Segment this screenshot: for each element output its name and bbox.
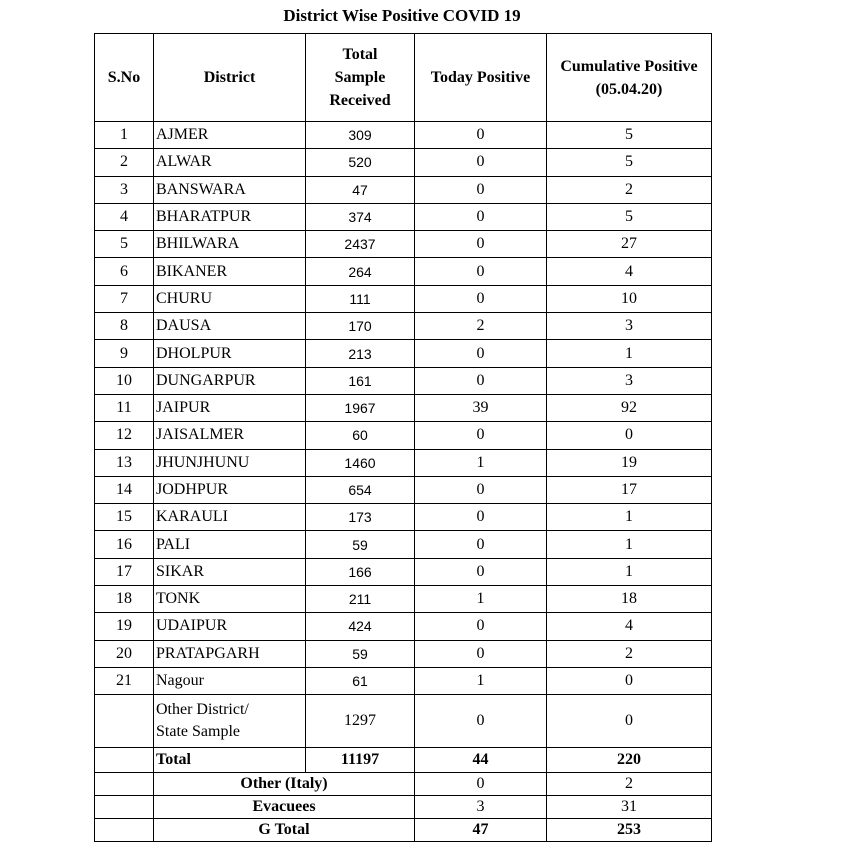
cumulative-cell: 1 (547, 531, 712, 558)
samples-cell: 47 (306, 176, 415, 203)
other-label-line1: Other District/ (156, 701, 249, 719)
grand-total-sno (95, 819, 154, 842)
sno-cell: 8 (95, 313, 154, 340)
cumulative-cell: 3 (547, 313, 712, 340)
today-cell: 0 (415, 504, 547, 531)
today-cell: 0 (415, 640, 547, 667)
table-row (95, 313, 712, 340)
sno-cell: 21 (95, 667, 154, 694)
other-district-label (154, 695, 306, 748)
district-cell: PRATAPGARH (154, 640, 306, 667)
samples-cell: 213 (306, 340, 415, 367)
district-rows (95, 122, 712, 695)
samples-cell: 161 (306, 367, 415, 394)
grand-total-cumulative: 253 (547, 819, 712, 842)
table-row (95, 149, 712, 176)
sno-cell: 7 (95, 285, 154, 312)
table-row (95, 640, 712, 667)
sno-cell: 16 (95, 531, 154, 558)
samples-cell: 111 (306, 285, 415, 312)
table-row (95, 558, 712, 585)
grand-total-label: G Total (154, 819, 415, 842)
today-cell: 39 (415, 394, 547, 421)
header-district: District (154, 34, 306, 122)
sno-cell: 20 (95, 640, 154, 667)
samples-cell: 1460 (306, 449, 415, 476)
cumulative-cell: 3 (547, 367, 712, 394)
evacuees-today: 3 (415, 796, 547, 819)
district-covid-table (94, 33, 712, 842)
total-sno (95, 748, 154, 773)
cumulative-cell: 27 (547, 231, 712, 258)
samples-cell: 61 (306, 667, 415, 694)
samples-cell: 1967 (306, 394, 415, 421)
sno-cell: 17 (95, 558, 154, 585)
table-row (95, 422, 712, 449)
district-cell: DAUSA (154, 313, 306, 340)
today-cell: 0 (415, 558, 547, 585)
today-cell: 1 (415, 586, 547, 613)
total-samples: 11197 (306, 748, 415, 773)
today-cell: 1 (415, 667, 547, 694)
today-cell: 0 (415, 422, 547, 449)
samples-cell: 59 (306, 531, 415, 558)
samples-cell: 520 (306, 149, 415, 176)
sno-cell: 10 (95, 367, 154, 394)
today-cell: 0 (415, 340, 547, 367)
cumulative-cell: 10 (547, 285, 712, 312)
total-today: 44 (415, 748, 547, 773)
table-row (95, 258, 712, 285)
header-sno: S.No (95, 34, 154, 122)
cumulative-cell: 1 (547, 504, 712, 531)
samples-cell: 654 (306, 476, 415, 503)
grand-total-today: 47 (415, 819, 547, 842)
sno-cell: 12 (95, 422, 154, 449)
header-today-positive: Today Positive (415, 34, 547, 122)
district-cell: KARAULI (154, 504, 306, 531)
table-row (95, 367, 712, 394)
sno-cell: 9 (95, 340, 154, 367)
cumulative-cell: 0 (547, 667, 712, 694)
header-cumulative-line2: (05.04.20) (595, 80, 663, 98)
cumulative-cell: 5 (547, 122, 712, 149)
today-cell: 0 (415, 176, 547, 203)
sno-cell: 4 (95, 203, 154, 230)
other-italy-row (95, 773, 712, 796)
italy-label: Other (Italy) (154, 773, 415, 796)
samples-cell: 166 (306, 558, 415, 585)
sno-cell: 1 (95, 122, 154, 149)
samples-cell: 60 (306, 422, 415, 449)
sno-cell: 5 (95, 231, 154, 258)
cumulative-cell: 19 (547, 449, 712, 476)
italy-today: 0 (415, 773, 547, 796)
table-row (95, 340, 712, 367)
header-cumulative-line1: Cumulative Positive (560, 57, 698, 75)
district-cell: DHOLPUR (154, 340, 306, 367)
total-row (95, 748, 712, 773)
samples-cell: 211 (306, 586, 415, 613)
sno-cell: 11 (95, 394, 154, 421)
total-cumulative: 220 (547, 748, 712, 773)
table-row (95, 476, 712, 503)
sno-cell: 6 (95, 258, 154, 285)
district-cell: JAIPUR (154, 394, 306, 421)
today-cell: 0 (415, 285, 547, 312)
cumulative-cell: 1 (547, 340, 712, 367)
header-row (95, 34, 712, 122)
table-row (95, 613, 712, 640)
page-title: District Wise Positive COVID 19 (283, 6, 521, 25)
cumulative-cell: 18 (547, 586, 712, 613)
table-row (95, 394, 712, 421)
today-cell: 0 (415, 476, 547, 503)
cumulative-cell: 4 (547, 258, 712, 285)
district-cell: BHILWARA (154, 231, 306, 258)
cumulative-cell: 1 (547, 558, 712, 585)
samples-cell: 59 (306, 640, 415, 667)
district-cell: TONK (154, 586, 306, 613)
samples-cell: 170 (306, 313, 415, 340)
district-cell: BIKANER (154, 258, 306, 285)
cumulative-cell: 0 (547, 422, 712, 449)
italy-cumulative: 2 (547, 773, 712, 796)
today-cell: 0 (415, 149, 547, 176)
samples-cell: 424 (306, 613, 415, 640)
district-cell: PALI (154, 531, 306, 558)
today-cell: 1 (415, 449, 547, 476)
district-cell: UDAIPUR (154, 613, 306, 640)
today-cell: 0 (415, 531, 547, 558)
today-cell: 0 (415, 613, 547, 640)
sno-cell: 3 (95, 176, 154, 203)
table-row (95, 176, 712, 203)
sno-cell: 2 (95, 149, 154, 176)
cumulative-cell: 92 (547, 394, 712, 421)
italy-sno (95, 773, 154, 796)
table-row (95, 122, 712, 149)
evacuees-row (95, 796, 712, 819)
sno-cell: 18 (95, 586, 154, 613)
samples-cell: 173 (306, 504, 415, 531)
district-cell: JHUNJHUNU (154, 449, 306, 476)
evacuees-label: Evacuees (154, 796, 415, 819)
today-cell: 0 (415, 203, 547, 230)
district-cell: Nagour (154, 667, 306, 694)
cumulative-cell: 4 (547, 613, 712, 640)
district-cell: BHARATPUR (154, 203, 306, 230)
sno-cell: 19 (95, 613, 154, 640)
sno-cell: 14 (95, 476, 154, 503)
evacuees-sno (95, 796, 154, 819)
sno-cell: 15 (95, 504, 154, 531)
table-row (95, 231, 712, 258)
today-cell: 2 (415, 313, 547, 340)
district-cell: BANSWARA (154, 176, 306, 203)
other-label-line2: State Sample (156, 723, 240, 741)
table-row (95, 285, 712, 312)
cumulative-cell: 17 (547, 476, 712, 503)
district-cell: AJMER (154, 122, 306, 149)
evacuees-cumulative: 31 (547, 796, 712, 819)
table-row (95, 667, 712, 694)
today-cell: 0 (415, 231, 547, 258)
samples-cell: 309 (306, 122, 415, 149)
table-row (95, 531, 712, 558)
other-sno (95, 695, 154, 748)
district-cell: DUNGARPUR (154, 367, 306, 394)
district-cell: CHURU (154, 285, 306, 312)
district-cell: ALWAR (154, 149, 306, 176)
table-row (95, 504, 712, 531)
today-cell: 0 (415, 122, 547, 149)
cumulative-cell: 5 (547, 149, 712, 176)
district-cell: JAISALMER (154, 422, 306, 449)
other-samples: 1297 (306, 695, 415, 748)
cumulative-cell: 5 (547, 203, 712, 230)
district-cell: SIKAR (154, 558, 306, 585)
today-cell: 0 (415, 367, 547, 394)
samples-cell: 374 (306, 203, 415, 230)
other-district-row (95, 695, 712, 748)
grand-total-row (95, 819, 712, 842)
total-label: Total (154, 748, 306, 773)
header-total-sample: Total Sample Received (306, 34, 415, 122)
district-cell: JODHPUR (154, 476, 306, 503)
table-row (95, 449, 712, 476)
header-cumulative-positive (547, 34, 712, 122)
sno-cell: 13 (95, 449, 154, 476)
table-row (95, 586, 712, 613)
samples-cell: 2437 (306, 231, 415, 258)
today-cell: 0 (415, 258, 547, 285)
table-row (95, 203, 712, 230)
other-cumulative: 0 (547, 695, 712, 748)
cumulative-cell: 2 (547, 640, 712, 667)
other-today: 0 (415, 695, 547, 748)
cumulative-cell: 2 (547, 176, 712, 203)
samples-cell: 264 (306, 258, 415, 285)
